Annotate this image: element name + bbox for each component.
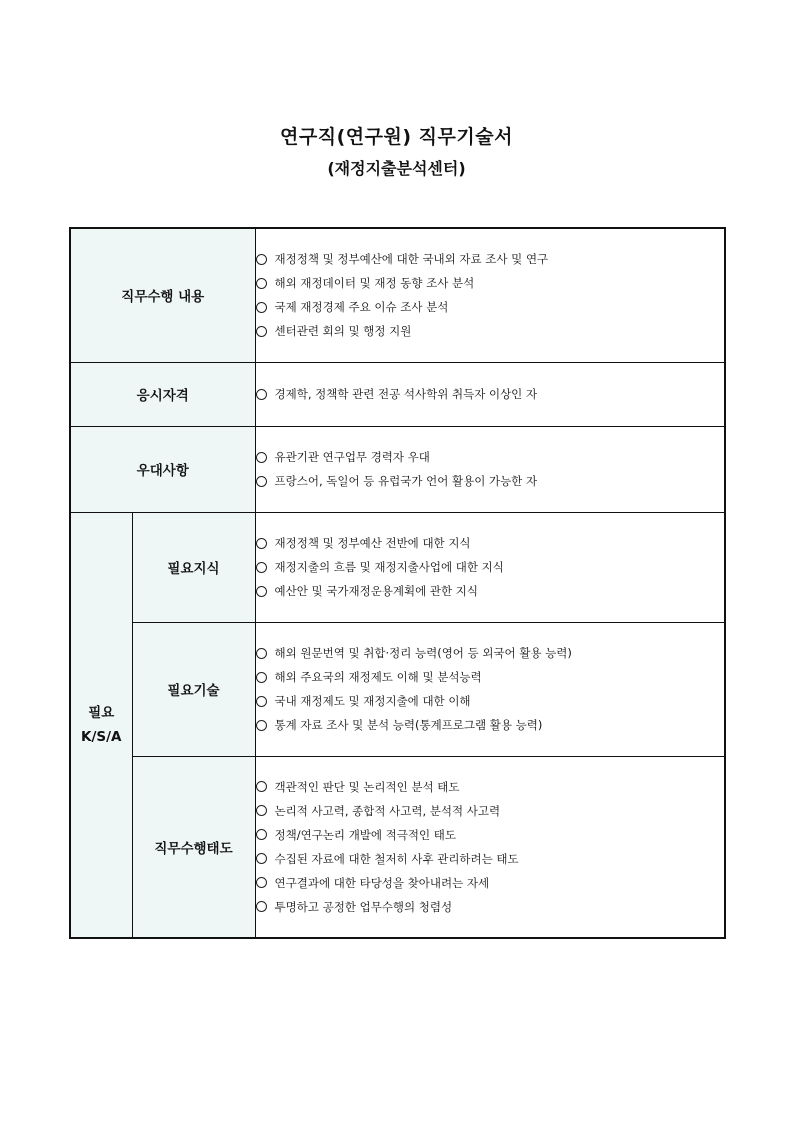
circle-bullet-icon [256,672,267,683]
circle-bullet-icon [256,720,267,731]
attitude-content [255,756,725,938]
knowledge-content [255,512,725,622]
row-skills [70,622,725,756]
list-item: 국제 재정경제 주요 이슈 조사 분석 [256,295,725,319]
circle-bullet-icon [256,901,267,912]
list-item: 수집된 자료에 대한 철저히 사후 관리하려는 태도 [256,847,725,871]
circle-bullet-icon [256,452,267,463]
list-item: 경제학, 정책학 관련 전공 석사학위 취득자 이상인 자 [256,382,725,406]
row-preference [70,426,725,512]
list-item: 해외 주요국의 재정제도 이해 및 분석능력 [256,665,725,689]
circle-bullet-icon [256,648,267,659]
document-subtitle: (재정지출분석센터) [327,159,466,178]
circle-bullet-icon [256,389,267,400]
list-item: 센터관련 회의 및 행정 지원 [256,319,725,343]
row-duties [70,228,725,362]
circle-bullet-icon [256,853,267,864]
qualification-label: 응시자격 [70,362,255,426]
circle-bullet-icon [256,326,267,337]
job-description-table [69,227,726,939]
list-item: 프랑스어, 독일어 등 유럽국가 언어 활용이 가능한 자 [256,469,725,493]
circle-bullet-icon [256,476,267,487]
list-item: 재정정책 및 정부예산에 대한 국내외 자료 조사 및 연구 [256,247,725,271]
list-item: 국내 재정제도 및 재정지출에 대한 이해 [256,689,725,713]
circle-bullet-icon [256,278,267,289]
list-item: 유관기관 연구업무 경력자 우대 [256,445,725,469]
ksa-label: 필요 K/S/A [70,512,132,938]
duties-content [255,228,725,362]
list-item: 논리적 사고력, 종합적 사고력, 분석적 사고력 [256,799,725,823]
circle-bullet-icon [256,586,267,597]
skills-label: 필요기술 [132,622,255,756]
list-item: 객관적인 판단 및 논리적인 분석 태도 [256,775,725,799]
duties-label: 직무수행 내용 [70,228,255,362]
circle-bullet-icon [256,562,267,573]
circle-bullet-icon [256,805,267,816]
skills-content [255,622,725,756]
knowledge-label: 필요지식 [132,512,255,622]
circle-bullet-icon [256,696,267,707]
list-item: 연구결과에 대한 타당성을 찾아내려는 자세 [256,871,725,895]
preference-label: 우대사항 [70,426,255,512]
circle-bullet-icon [256,877,267,888]
circle-bullet-icon [256,302,267,313]
circle-bullet-icon [256,781,267,792]
circle-bullet-icon [256,254,267,265]
attitude-label: 직무수행태도 [132,756,255,938]
row-knowledge [70,512,725,622]
list-item: 재정정책 및 정부예산 전반에 대한 지식 [256,531,725,555]
list-item: 해외 원문번역 및 취합·정리 능력(영어 등 외국어 활용 능력) [256,641,725,665]
row-attitude [70,756,725,938]
list-item: 재정지출의 흐름 및 재정지출사업에 대한 지식 [256,555,725,579]
list-item: 정책/연구논리 개발에 적극적인 태도 [256,823,725,847]
circle-bullet-icon [256,538,267,549]
qualification-content [255,362,725,426]
preference-content [255,426,725,512]
circle-bullet-icon [256,829,267,840]
list-item: 투명하고 공정한 업무수행의 청렴성 [256,895,725,919]
list-item: 통계 자료 조사 및 분석 능력(통계프로그램 활용 능력) [256,713,725,737]
document-title: 연구직(연구원) 직무기술서 [280,126,513,148]
list-item: 예산안 및 국가재정운용계획에 관한 지식 [256,579,725,603]
row-qualification [70,362,725,426]
list-item: 해외 재정데이터 및 재정 동향 조사 분석 [256,271,725,295]
